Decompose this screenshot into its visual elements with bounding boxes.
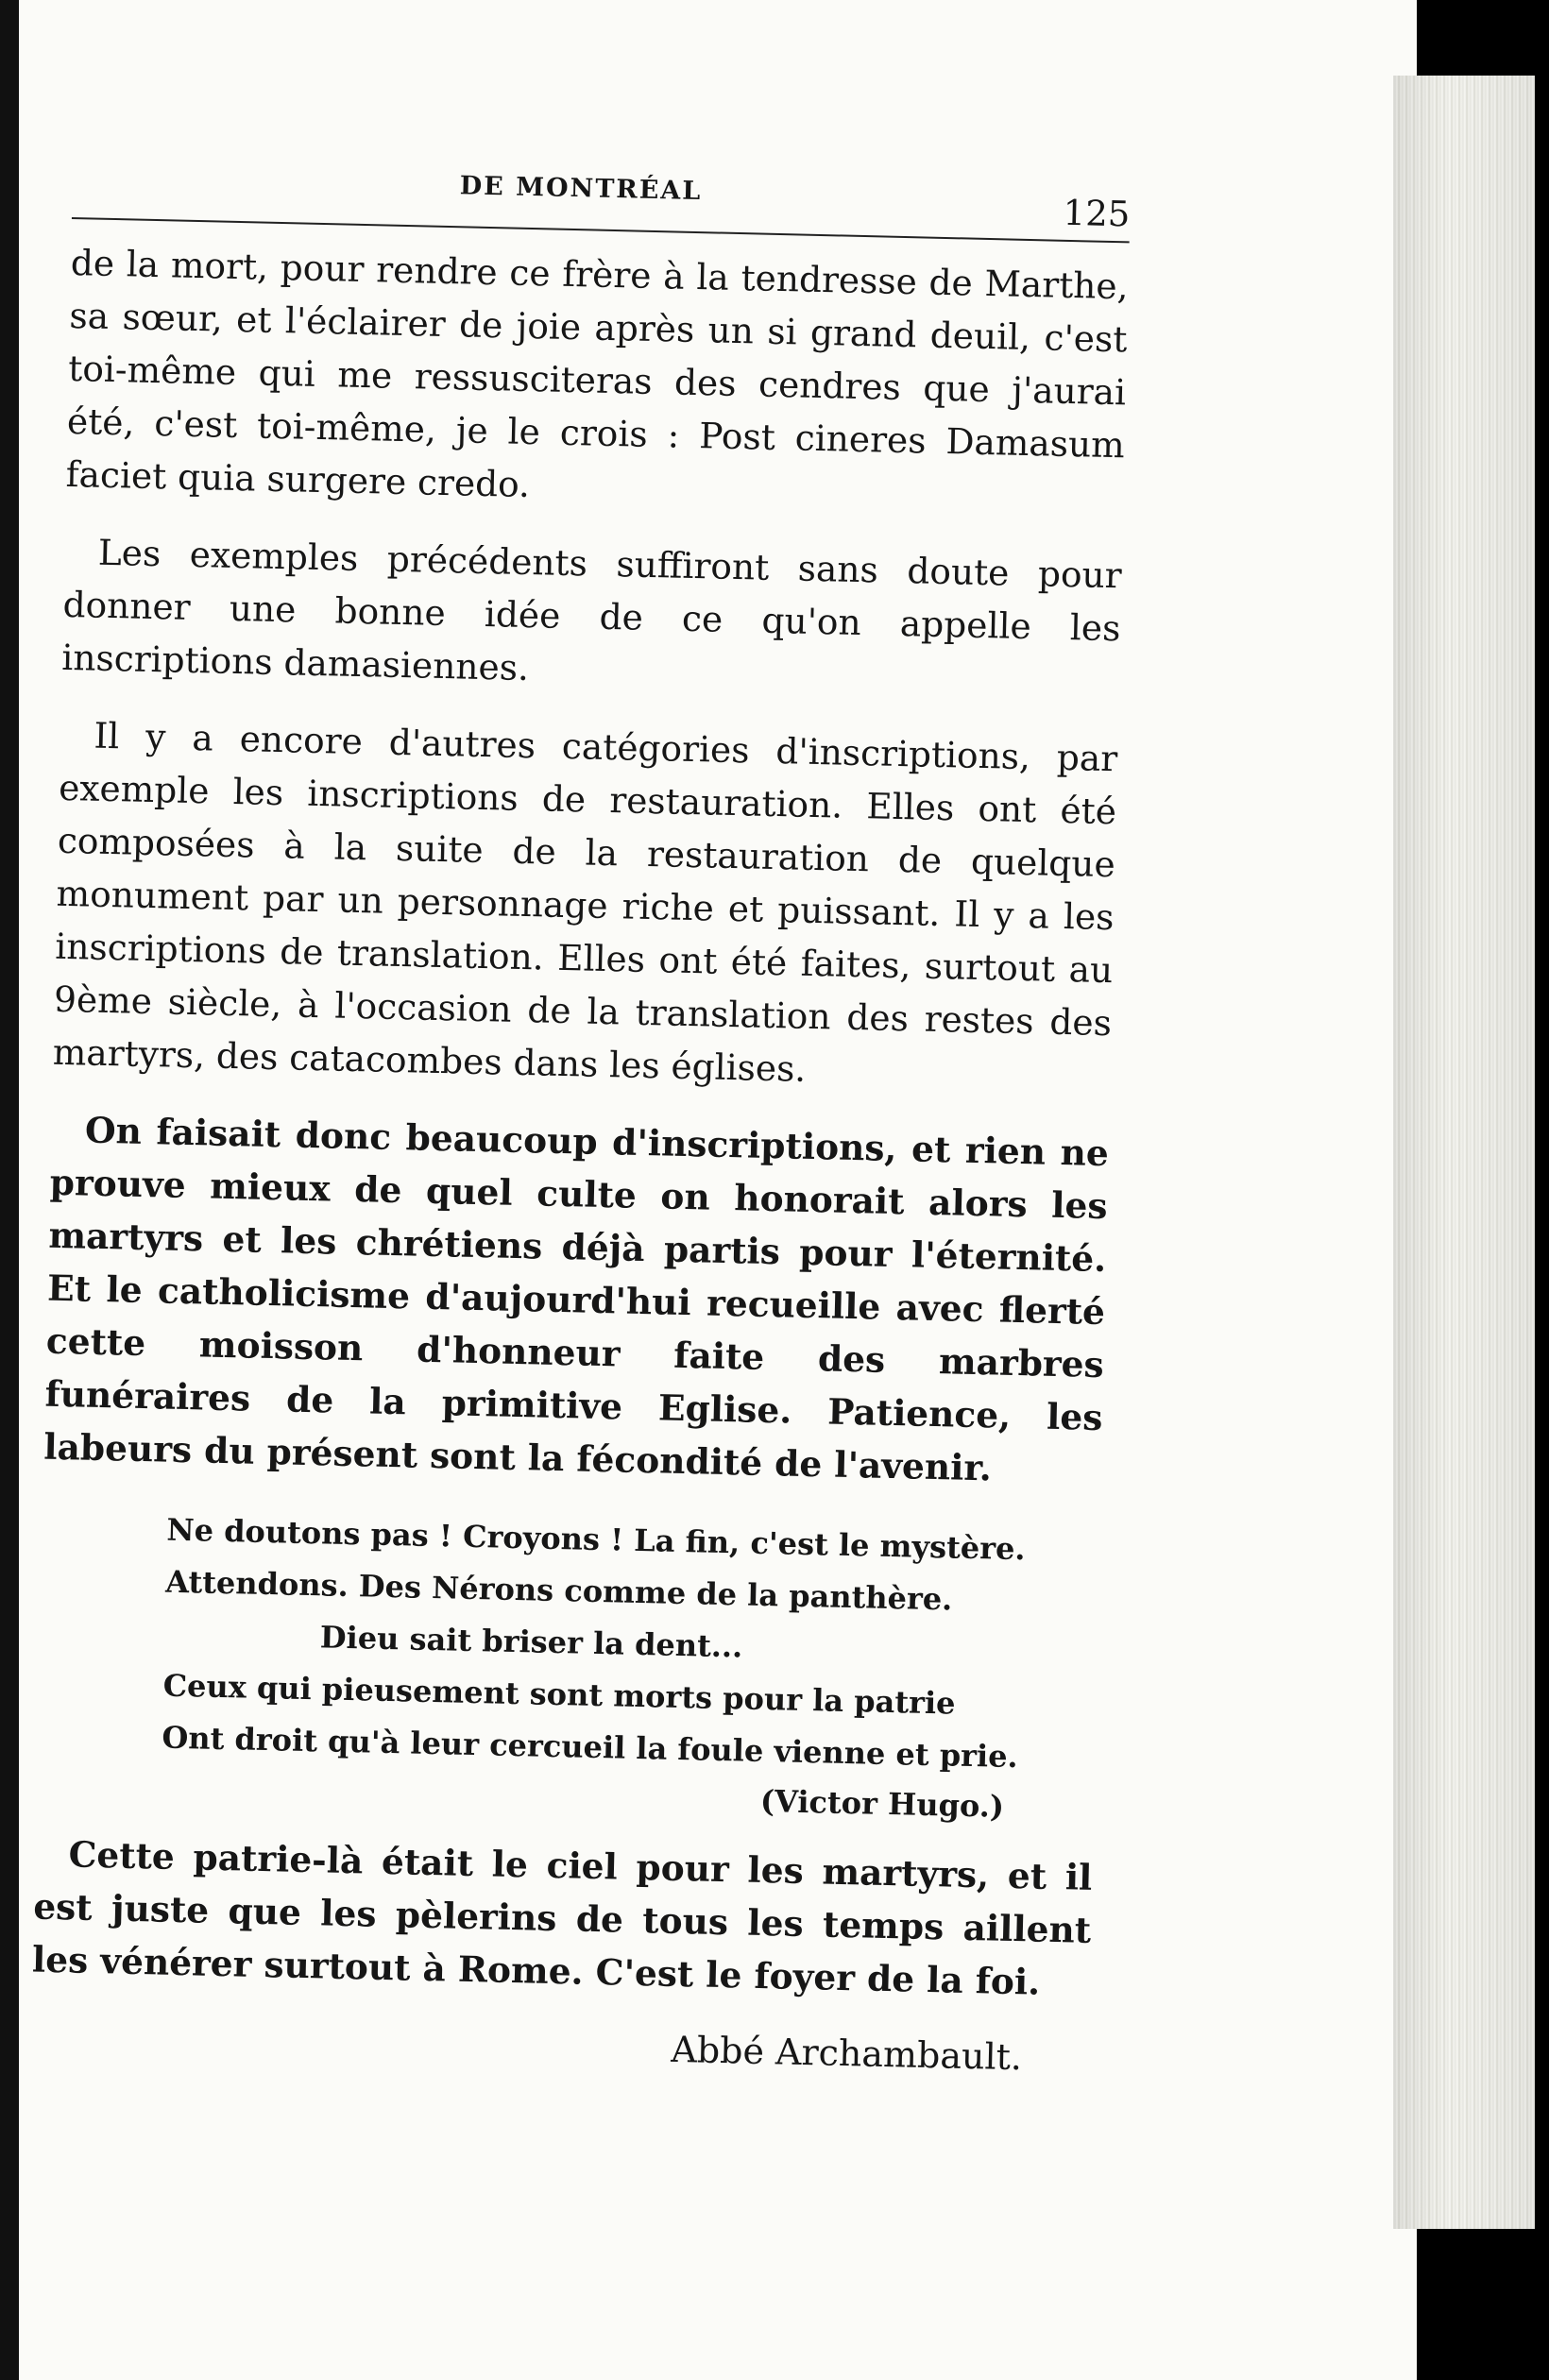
page-number: 125: [1063, 192, 1131, 235]
book-spine-shadow: [0, 0, 21, 2380]
author-signature: Abbé Archambault.: [670, 2028, 1023, 2079]
verse-line: Attendons. Des Nérons comme de la panthère.: [164, 1563, 953, 1618]
paragraph-conclusion: On faisait donc beaucoup d'inscriptions, et rien ne prouve mieux de quel culte on honorait alors les martyrs et les chrétiens déjà partis pour l'éternité. Et le catholicisme d'aujourd'hui recueille avec flerté cette moisson d'honneur faite des marbres funéraires de la primitive Eglise. Patience, les labeurs du présent sont la fécondité de l'avenir.: [43, 1109, 1110, 1489]
paragraph-damasiennes: Les exemples précédents suffiront sans doute pour donner une bonne idée de ce qu'on appelle les inscriptions damasiennes.: [60, 531, 1123, 689]
paragraph-closing: Cette patrie-là était le ciel pour les martyrs, et il est juste que les pèlerins de tous les temps aillent les vénérer surtout à Rome. C'est le foyer de la foi.: [31, 1833, 1093, 2003]
verse-quote: [162, 1504, 1100, 1785]
verse-line: Ont droit qu'à leur cercueil la foule vienne et prie.: [162, 1719, 1019, 1776]
verse-line: Dieu sait briser la dent...: [319, 1619, 743, 1665]
verse-line: Ceux qui pieusement sont morts pour la patrie: [162, 1667, 956, 1722]
paragraph-continuation: de la mort, pour rendre ce frère à la tendresse de Marthe, sa sœur, et l'éclairer de joie après un si grand deuil, c'est toi-même qui me ressusciteras des cendres que j'aurai été, c'est toi-même, je le crois : Post cineres Damasum faciet quia surgere credo.: [65, 241, 1130, 506]
text-block: [30, 132, 1132, 2080]
verse-attribution: (Victor Hugo.): [759, 1782, 1005, 1825]
verse-line: Ne doutons pas ! Croyons ! La fin, c'est le mystère.: [166, 1511, 1026, 1568]
running-title: DE MONTRÉAL: [459, 171, 703, 207]
paragraph-categories: Il y a encore d'autres catégories d'inscriptions, par exemple les inscriptions de restauration. Elles ont été composées à la suite de la restauration de quelque monument par un personnage riche et puissant. Il y a les inscriptions de translation. Elles ont été faites, surtout au 9ème siècle, à l'occasion de la translation des restes des martyrs, des catacombes dans les églises.: [52, 714, 1118, 1090]
page-edges-shade: [1393, 76, 1535, 2229]
